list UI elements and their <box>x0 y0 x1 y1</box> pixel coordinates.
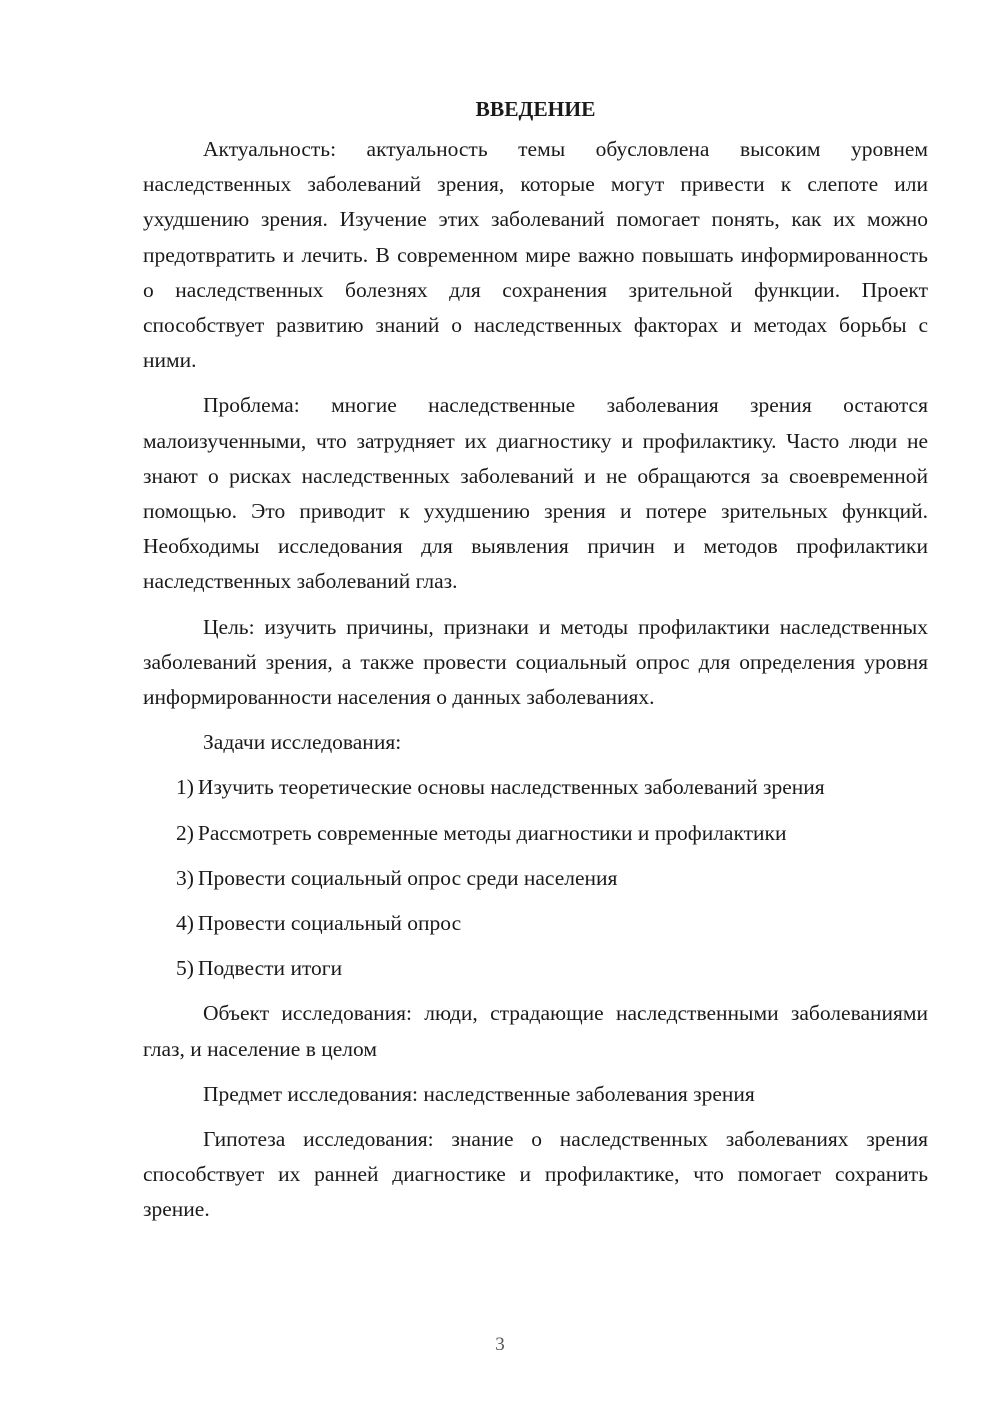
subject-paragraph: Предмет исследования: наследственные заболевания зрения <box>203 1081 755 1106</box>
goal-paragraph: Цель: изучить причины, признаки и методы профилактики наследственных заболеваний зрения, а также провести социальный опрос для определения уровня информированности населения о данных заболеваниях. <box>143 614 928 710</box>
task-item <box>143 906 928 941</box>
task-number: 1) <box>176 775 194 800</box>
task-number: 2) <box>176 820 194 845</box>
tasks-list <box>143 770 928 986</box>
task-item <box>143 770 928 805</box>
task-item <box>143 861 928 896</box>
problem-paragraph: Проблема: многие наследственные заболевания зрения остаются малоизученными, что затрудняет их диагностику и профилактику. Часто люди не знают о рисках наследственных заболеваний и не обращаются за своевременной помощью. Это приводит к ухудшению зрения и потере зрительных функций. Необходимы исследования для выявления причин и методов профилактики наследственных заболеваний глаз. <box>143 393 928 594</box>
relevance-paragraph: Актуальность: актуальность темы обусловлена высоким уровнем наследственных заболеваний зрения, которые могут привести к слепоте или ухудшению зрения. Изучение этих заболеваний помогает понять, как их можно предотвратить и лечить. В современном мире важно повышать информированность о наследственных болезнях для сохранения зрительной функции. Проект способствует развитию знаний о наследственных факторах и методах борьбы с ними. <box>143 137 928 373</box>
document-page <box>143 92 928 1238</box>
tasks-heading: Задачи исследования: <box>203 730 402 755</box>
task-item <box>143 951 928 986</box>
section-title: ВВЕДЕНИЕ <box>475 97 596 121</box>
task-text: Провести социальный опрос среди населения <box>197 865 618 890</box>
hypothesis-paragraph: Гипотеза исследования: знание о наследственных заболеваниях зрения способствует их ранней диагностике и профилактике, что помогает сохранить зрение. <box>143 1127 928 1222</box>
task-text: Изучить теоретические основы наследственных заболеваний зрения <box>197 775 825 800</box>
task-number: 4) <box>176 911 194 936</box>
task-number: 5) <box>176 956 194 981</box>
task-item <box>143 816 928 851</box>
task-text: Рассмотреть современные методы диагностики и профилактики <box>197 820 787 845</box>
task-number: 3) <box>176 865 194 890</box>
object-paragraph: Объект исследования: люди, страдающие наследственными заболеваниями глаз, и население в целом <box>143 1001 928 1061</box>
task-text: Провести социальный опрос <box>197 911 462 936</box>
task-text: Подвести итоги <box>197 956 343 981</box>
page-number: 3 <box>495 1334 505 1355</box>
